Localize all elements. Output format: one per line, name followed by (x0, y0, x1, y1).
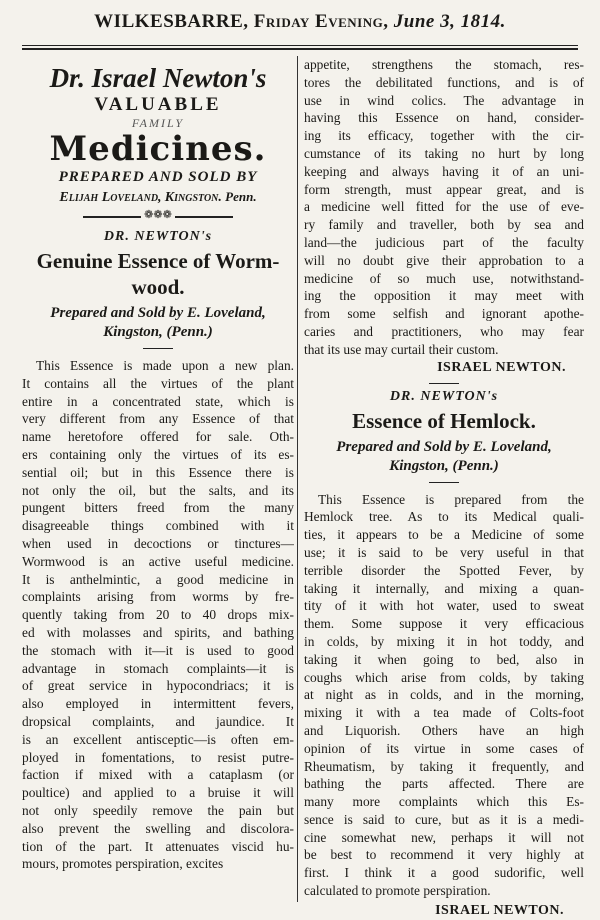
text-line: faction if mixed with a cataplasm (or (22, 767, 294, 783)
text-line: tion of the part. It attenuates viscid hu- (22, 838, 294, 854)
text-line: ed with molasses and spirits, and bathing (22, 624, 294, 640)
text-line: It contains all the virtues of the plant (22, 375, 294, 391)
text-line: use; it is said to be very useful in that (304, 544, 584, 560)
masthead-place: WILKESBARRE, (94, 11, 249, 32)
text-line: that its use may curtail their custom. (304, 341, 499, 357)
heading-2: Essence of Hemlock. (352, 408, 536, 433)
text-line: also employed in intermittent fevers, (22, 696, 294, 712)
right-top-body (304, 56, 584, 359)
sub2-line2: Kingston, (Penn.) (389, 457, 499, 474)
text-line: be best to recommend it very highly at (304, 847, 584, 863)
text-line: ing its efficacy, together with the cir- (304, 128, 584, 144)
text-line: when used in decoctions or tinctures— (22, 535, 294, 551)
text-line: advantage in stomach complaints—it is (22, 660, 294, 676)
byline: DR. NEWTON's (103, 229, 213, 244)
text-line: ers containing only the virtues of its es- (22, 446, 294, 462)
column-divider (297, 56, 298, 902)
text-line: complaints arising from worms by fre- (22, 589, 294, 605)
heading-line1: Genuine Essence of Worm- (36, 249, 280, 273)
sub-line1: Prepared and Sold by E. Loveland, (50, 305, 266, 321)
text-line: taking it when going to bed, also in (304, 651, 584, 667)
text-line: Wormwood is an active useful medicine. (22, 553, 294, 569)
text-line: medicine of so much use, notwithstand- (304, 270, 584, 286)
text-line: ry family and traveller, both by sea and (304, 217, 584, 233)
text-line: a medicine well fitted for the use of eve- (304, 199, 584, 215)
text-line: disagreeable things combined with it (22, 518, 294, 534)
masthead-day: Friday Evening, (253, 11, 389, 32)
text-line: taking it internally, and mixing a quan- (304, 580, 584, 596)
sub-line2: Kingston, (Penn.) (103, 324, 213, 340)
text-line: ployed in fomentations, to resist putre- (22, 749, 294, 765)
seller-state: Penn. (225, 189, 257, 204)
text-line: cumstance of its taking no hurt by long (304, 145, 584, 161)
seller-place: Kingston. (164, 190, 222, 205)
text-line: also prevent the swelling and discolora- (22, 820, 294, 836)
text-line: dropsical complaints, and jaundice. It (22, 713, 294, 729)
ad-medicines: Medicines. (49, 129, 267, 169)
text-line: form strength, must appear great, and is (304, 181, 584, 197)
text-line: not only speedily remove the pain but (22, 802, 294, 818)
right-ad-body (304, 491, 584, 900)
ad-family: FAMILY (131, 116, 185, 130)
text-line: keeping and always having it of an uni- (304, 163, 584, 179)
ad-prepared-sold: PREPARED AND SOLD BY (58, 169, 258, 185)
text-line: from some selfish and ignorant apothe- (304, 306, 584, 322)
ad-title: Dr. Israel Newton's (49, 63, 267, 93)
text-line: tity of it with hot water, used to sweat (304, 598, 584, 614)
text-line: will no doubt give their approbation to a (304, 252, 584, 268)
text-line: land—the judicious part of the faculty (304, 234, 584, 250)
short-rule (429, 383, 459, 384)
text-line: having this Essence on hand, consider- (304, 110, 584, 126)
text-line: many more complaints which this Es- (304, 794, 584, 810)
text-line: Hemlock tree. As to its Medical quali- (304, 509, 584, 525)
text-line: first. I think it a good sudorific, well (304, 865, 584, 881)
ornament-bar-left (83, 216, 141, 218)
text-line: Rheumatism, by taking it frequently, and (304, 758, 584, 774)
text-line: caries and practitioners, who may fear (304, 323, 584, 339)
text-line: This Essence is made upon a new plan. (36, 358, 294, 373)
text-line: mixing it with a tea made of Colts-foot (304, 705, 584, 721)
heading-line2: wood. (131, 275, 185, 299)
text-line: coughs which arise from colds, by taking (304, 669, 584, 685)
text-line: bathing the parts affected. There are (304, 776, 584, 792)
masthead-rule-thick (22, 48, 578, 50)
text-line: is an excellent antisceptic—is often em- (22, 731, 294, 747)
text-line: tores the debilitated functions, and is of (304, 74, 584, 90)
text-line: them. Some suppose it very efficacious (304, 616, 584, 632)
text-line: quently taking from 20 to 40 drops mix- (22, 607, 294, 623)
text-line: ties, it appears to be a Medicine of some (304, 527, 584, 543)
text-line: use in wind colics. The advantage in (304, 92, 584, 108)
text-line: It is anthelmintic, a good medicine in (22, 571, 294, 587)
ad-seller (22, 189, 294, 206)
text-line: appetite, strengthens the stomach, res- (304, 57, 584, 72)
ad-valuable: VALUABLE (94, 94, 222, 115)
text-line: entire in a concentrated state, which is (22, 393, 294, 409)
masthead (0, 0, 600, 44)
text-line: sential oil; but in this Essence there is (22, 464, 294, 480)
text-line: calculated to promote perspiration. (304, 883, 491, 899)
ornament-bar-right (175, 216, 233, 218)
text-line: terrible disorder the Spotted Fever, by (304, 562, 584, 578)
byline-2: DR. NEWTON's (389, 388, 499, 404)
text-line: pungent bitters freed from the many (22, 500, 294, 516)
text-line: mours, promotes perspiration, excites (22, 856, 224, 872)
text-line: very different from any Essence of that (22, 411, 294, 427)
text-line: opinion of its virtue in some cases of (304, 740, 584, 756)
text-line: in colds, by mixing it in hot toddy, and (304, 633, 584, 649)
text-line: and Liquorish. Others have an high (304, 722, 584, 738)
left-body (22, 357, 294, 873)
text-line: sence is said to cure, but as it is a medi- (304, 811, 584, 827)
right-column (304, 56, 584, 920)
text-line: cine somewhat new, perhaps it will not (304, 829, 584, 845)
text-line: of great service in hypocondriacs; it is (22, 678, 294, 694)
seller-name: Elijah Loveland, (59, 190, 162, 205)
short-rule (143, 348, 173, 349)
ornament-divider (83, 209, 233, 222)
text-line: not only the oil, but the salts, and its (22, 482, 294, 498)
text-line: the stomach with it—it is used to good (22, 642, 294, 658)
signature-2: ISRAEL NEWTON. (435, 902, 564, 918)
text-line: This Essence is prepared from the (318, 491, 584, 507)
text-line: name heretofore offered for sale. Oth- (22, 429, 294, 445)
masthead-date: June 3, 1814. (393, 11, 506, 32)
text-line: poultice) and applied to a bruise it will (22, 785, 294, 801)
signature-1: ISRAEL NEWTON. (437, 359, 566, 375)
masthead-rule-thin (22, 45, 578, 46)
sub2-line1: Prepared and Sold by E. Loveland, (336, 438, 552, 455)
text-line: ing the opposition it may meet with (304, 288, 584, 304)
left-column (22, 56, 294, 873)
text-line: at night as in colds, and in the morning, (304, 687, 584, 703)
short-rule (429, 482, 459, 483)
ornament-icon: ❁❁❁ (144, 209, 172, 221)
